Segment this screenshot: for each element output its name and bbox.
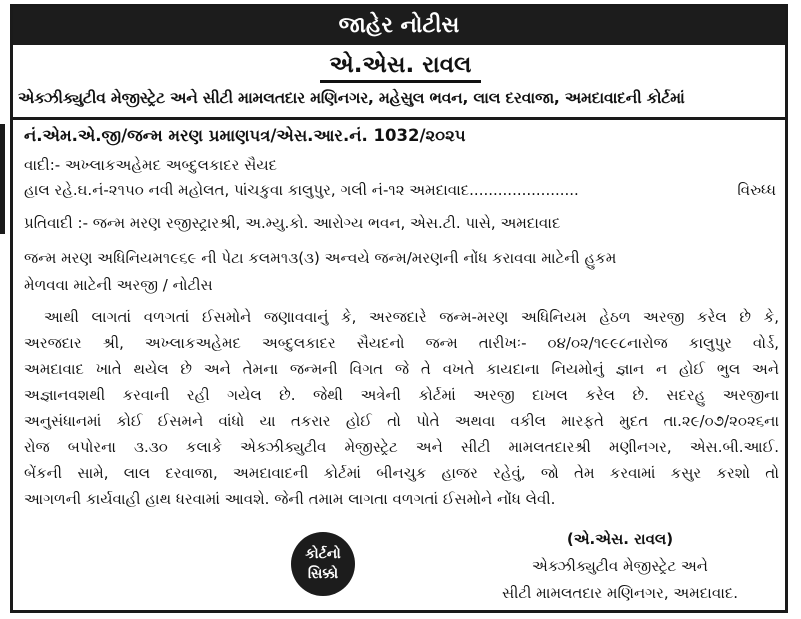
seal-line-2: સિક્કો xyxy=(307,566,339,582)
signatory-title-1: એક્ઝીક્યુટીવ મેજીસ્ટ્રેટ અને xyxy=(532,557,708,575)
section-divider xyxy=(13,117,785,120)
signatory-name: (એ.એસ. રાવલ) xyxy=(566,530,674,548)
petitioner-address: હાલ રહે.ઘ.નં-૨૧૫૦ નવી મહોલત, પાંચકુવા કાલુપુર, ગલી નં-૧૨ અમદાવાદ....................... xyxy=(24,181,579,199)
petitioner-label: વાદી:- xyxy=(24,156,61,174)
petitioner-address-line xyxy=(24,181,776,199)
body-line: આથી લાગતાં વળગતાં ઈસમોને જણાવવાનું કે, અરજદારે જન્મ-મરણ અધિનિયમ હેઠળ અરજી કરેલ છે કે, xyxy=(44,308,779,326)
body-line: અરજદાર શ્રી, અખ્લાકઅહેમદ અબ્દુલકાદર સૈયદનો જન્મ તારીખઃ- ૦૪/૦૨/૧૯૯૮નારોજ કાલુપુર વોર્ડ, xyxy=(24,334,779,352)
case-number: નં.એમ.એ.જી/જન્મ મરણ પ્રમાણપત્ર/એસ.આર.નં. 1032/૨૦૨૫ xyxy=(24,126,466,145)
respondent-line: પ્રતિવાદી :- જન્મ મરણ રજીસ્ટ્રારશ્રી, અ.મ્યુ.કો. આરોગ્ય ભવન, એસ.ટી. પાસે, અમદાવાદ xyxy=(24,214,561,232)
body-line: અનુસંધાનમાં કોઈ ઈસમને વાંધો યા તકરાર હોઈ તો પોતે અથવા વકીલ મારફતે મુદત તા.૨૯/૦૭/૨૦૨૬ના xyxy=(24,412,779,430)
notice-title: જાહેર નોટીસ xyxy=(13,7,785,45)
body-line: અમદાવાદ ખાતે થયેલ છે અને તેમના જન્મની વિગત જે તે વખતે કાયદાના નિયમોનું જ્ઞાન ન હોઈ ભુલ અને xyxy=(24,360,779,378)
authority-name: એ.એસ. રાવલ xyxy=(320,52,482,83)
body-line: અજ્ઞાનવશથી કરવાની રહી ગયેલ છે. જેથી અત્રેની કોર્ટમાં અરજી દાખલ કરેલ છે. સદરહુ અરજીના xyxy=(24,386,779,404)
court-line: એક્ઝીક્યુટીવ મેજીસ્ટ્રેટ અને સીટી મામલતદાર મણિનગર, મહેસુલ ભવન, લાલ દરવાજા, અમદાવાદની કોર્ટમાં xyxy=(18,89,685,107)
page-edge-mark xyxy=(0,124,5,234)
notice-body xyxy=(24,304,779,512)
court-seal xyxy=(291,532,355,596)
subject-line-2: મેળવવા માટેની અરજી / નોટીસ xyxy=(24,276,213,294)
versus-label: વિરુધ્ધ xyxy=(737,181,776,199)
seal-line-1: કોર્ટનો xyxy=(305,546,341,562)
body-line: રોજ બપોરના ૩.૩૦ કલાકે એક્ઝીક્યુટીવ મેજીસ્ટ્રેટ અને સીટી મામલતદારશ્રી મણીનગર, એસ.બી.આઈ. xyxy=(24,438,779,456)
subject-line-1: જન્મ મરણ અધિનિયમ૧૯૬૯ ની પેટા કલમ૧૩(૩) અન્વયે જન્મ/મરણની નોંધ કરાવવા માટેની હુકમ xyxy=(24,249,617,267)
petitioner-name: અખ્લાકઅહેમદ અબ્દુલકાદર સૈયદ xyxy=(64,156,278,174)
body-line: આગળની કાર્યવાહી હાથ ધરવામાં આવશે. જેની તમામ લાગતા વળગતાં ઈસમોને નોંધ લેવી. xyxy=(24,490,556,508)
petitioner-line xyxy=(24,156,277,174)
authority-name-wrap xyxy=(0,52,801,83)
signatory-title-2: સીટી મામલતદાર મણિનગર, અમદાવાદ. xyxy=(501,584,739,602)
body-line: બેંકની સામે, લાલ દરવાજા, અમદાવાદની કોર્ટમાં બીનચુક હાજર રહેવું, જો તેમ કરવામાં કસુર કરશો તો xyxy=(24,464,779,482)
